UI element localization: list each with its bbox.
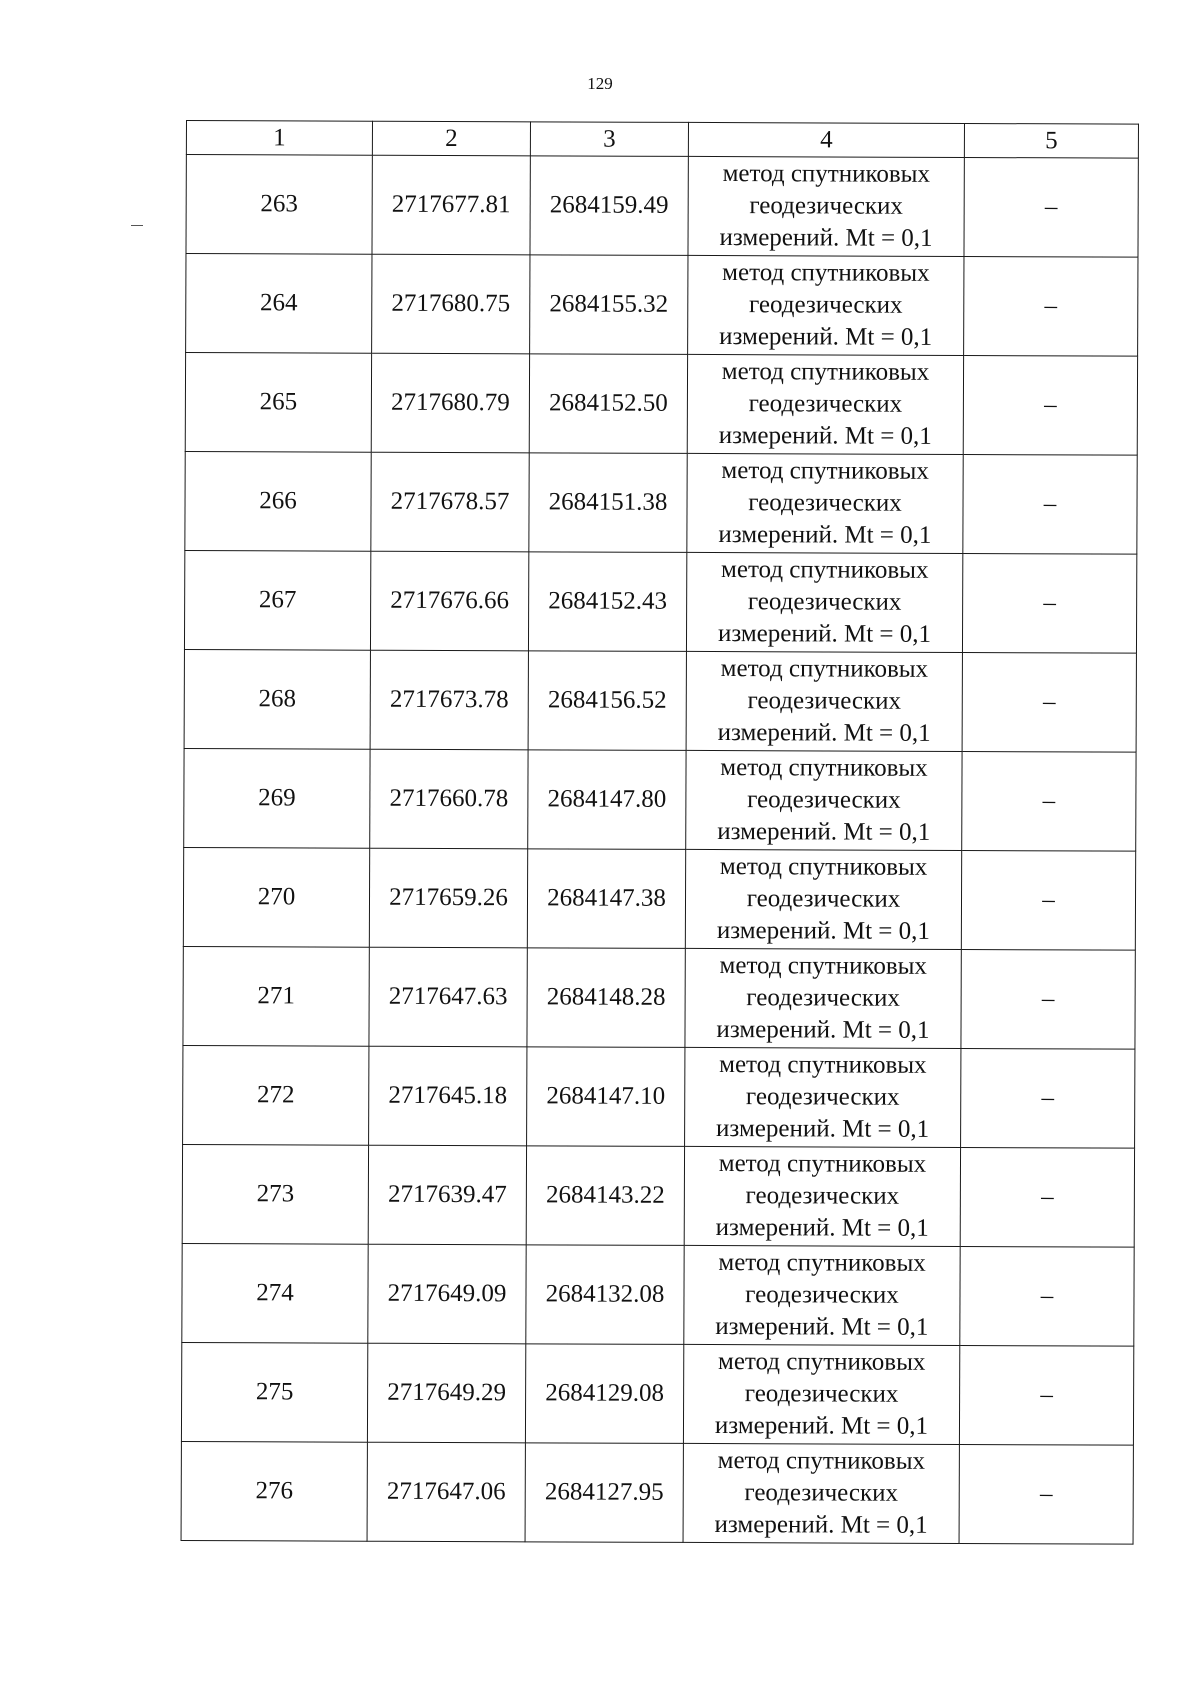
x-coordinate-cell: 2717680.75 (372, 254, 530, 354)
note-cell: – (962, 652, 1136, 752)
method-text-line: измерений. Mt = 0,1 (715, 1313, 929, 1341)
table-row (181, 1441, 1133, 1544)
point-number-cell: 268 (184, 649, 370, 749)
point-number-cell: 271 (183, 946, 369, 1046)
method-cell (685, 948, 961, 1048)
point-number-cell: 274 (182, 1243, 368, 1343)
table-row (182, 1243, 1134, 1346)
method-text-line: измерений. Mt = 0,1 (717, 620, 932, 648)
method-text-line: геодезических (748, 291, 903, 319)
method-text-line: геодезических (745, 1281, 899, 1309)
x-coordinate-cell: 2717673.78 (370, 650, 528, 750)
page-number: 129 (587, 74, 613, 93)
point-number-cell: 264 (186, 254, 372, 354)
header-cell-1: 1 (186, 121, 372, 156)
method-text-line: измерений. Mt = 0,1 (718, 521, 932, 549)
note-cell: – (961, 850, 1135, 950)
y-coordinate-cell: 2684152.50 (529, 354, 687, 454)
method-text-line: измерений. Mt = 0,1 (715, 1214, 929, 1242)
x-coordinate-cell: 2717649.29 (367, 1343, 525, 1443)
method-text-line: измерений. Mt = 0,1 (714, 1511, 928, 1539)
method-text-line: метод спутниковых (721, 457, 929, 485)
note-cell: – (959, 1444, 1133, 1544)
x-coordinate-cell: 2717676.66 (370, 551, 528, 651)
method-text-line: метод спутниковых (720, 754, 928, 782)
method-text-line: измерений. Mt = 0,1 (717, 818, 931, 846)
point-number-cell: 266 (185, 451, 371, 551)
method-text-line: геодезических (749, 192, 904, 220)
method-cell (684, 1245, 960, 1345)
point-number-cell: 273 (182, 1144, 368, 1244)
y-coordinate-cell: 2684147.10 (527, 1047, 685, 1147)
method-text-line: геодезических (746, 984, 900, 1012)
method-text-line: метод спутниковых (721, 556, 929, 584)
method-text-line: измерений. Mt = 0,1 (716, 917, 930, 945)
y-coordinate-cell: 2684152.43 (528, 552, 686, 652)
x-coordinate-cell: 2717660.78 (370, 749, 528, 849)
method-cell (687, 453, 963, 553)
method-cell (683, 1344, 959, 1444)
method-cell (688, 156, 964, 256)
method-text-line: геодезических (748, 390, 903, 418)
method-cell (687, 354, 963, 454)
header-cell-2: 2 (372, 121, 530, 156)
x-coordinate-cell: 2717639.47 (368, 1145, 526, 1245)
method-text-line: метод спутниковых (718, 1249, 926, 1277)
note-cell: – (961, 1048, 1135, 1148)
x-coordinate-cell: 2717678.57 (371, 452, 529, 552)
method-text-line: метод спутниковых (719, 1051, 927, 1079)
method-text-line: измерений. Mt = 0,1 (718, 422, 932, 450)
note-cell: – (962, 553, 1136, 653)
note-cell: – (962, 751, 1136, 851)
table-row (186, 155, 1138, 258)
method-text-line: геодезических (746, 885, 901, 913)
method-text-line: измерений. Mt = 0,1 (719, 323, 933, 351)
y-coordinate-cell: 2684156.52 (528, 651, 686, 751)
table-row (182, 1144, 1134, 1247)
method-text-line: метод спутниковых (718, 1150, 927, 1178)
x-coordinate-cell: 2717680.79 (371, 353, 529, 453)
y-coordinate-cell: 2684143.22 (526, 1146, 684, 1246)
method-text-line: геодезических (748, 489, 902, 517)
note-cell: – (964, 256, 1138, 356)
point-number-cell: 272 (183, 1045, 369, 1145)
table-row (183, 946, 1135, 1049)
method-text-line: измерений. Mt = 0,1 (714, 1412, 929, 1440)
method-text-line: метод спутниковых (722, 259, 930, 287)
method-cell (684, 1146, 960, 1246)
method-cell (685, 849, 961, 949)
table-row (185, 451, 1137, 554)
y-coordinate-cell: 2684147.38 (527, 849, 685, 949)
y-coordinate-cell: 2684159.49 (530, 156, 688, 256)
x-coordinate-cell: 2717677.81 (372, 155, 530, 255)
method-text-line: метод спутниковых (719, 853, 928, 881)
y-coordinate-cell: 2684132.08 (526, 1245, 684, 1345)
x-coordinate-cell: 2717649.09 (368, 1244, 526, 1344)
table-row (184, 550, 1136, 653)
method-cell (685, 1047, 961, 1147)
table-row (185, 353, 1137, 456)
method-text-line: геодезических (744, 1380, 899, 1408)
point-number-cell: 265 (185, 353, 371, 453)
note-cell: – (960, 1246, 1134, 1346)
method-text-line: геодезических (744, 1479, 899, 1507)
point-number-cell: 269 (184, 748, 370, 848)
margin-tick-mark (131, 225, 143, 226)
y-coordinate-cell: 2684151.38 (529, 453, 687, 553)
table-row (184, 748, 1136, 851)
table-body (181, 121, 1138, 1545)
point-number-cell: 275 (181, 1342, 367, 1442)
method-text-line: измерений. Mt = 0,1 (716, 1115, 930, 1143)
table-row (183, 847, 1135, 950)
x-coordinate-cell: 2717647.63 (369, 947, 527, 1047)
table-row (181, 1342, 1133, 1445)
note-cell: – (959, 1345, 1133, 1445)
header-cell-4: 4 (688, 122, 964, 157)
y-coordinate-cell: 2684129.08 (525, 1344, 683, 1444)
table-row (183, 1045, 1135, 1148)
point-number-cell: 263 (186, 155, 372, 255)
y-coordinate-cell: 2684127.95 (525, 1443, 683, 1543)
point-number-cell: 276 (181, 1441, 367, 1541)
method-text-line: геодезических (745, 1182, 900, 1210)
table-row (186, 254, 1138, 357)
point-number-cell: 270 (183, 847, 369, 947)
method-cell (686, 552, 962, 652)
method-text-line: метод спутниковых (717, 1348, 926, 1376)
header-cell-5: 5 (964, 123, 1138, 158)
method-text-line: метод спутниковых (717, 1447, 926, 1475)
method-text-line: измерений. Mt = 0,1 (717, 719, 931, 747)
x-coordinate-cell: 2717647.06 (367, 1442, 525, 1542)
x-coordinate-cell: 2717645.18 (369, 1046, 527, 1146)
method-text-line: геодезических (747, 786, 901, 814)
method-text-line: геодезических (747, 588, 902, 616)
method-text-line: геодезических (747, 687, 902, 715)
note-cell: – (963, 355, 1137, 455)
coordinates-table (181, 120, 1139, 1545)
method-text-line: метод спутниковых (720, 655, 929, 683)
note-cell: – (960, 1147, 1134, 1247)
method-text-line: метод спутниковых (721, 358, 930, 386)
method-cell (683, 1443, 959, 1543)
table-row (184, 649, 1136, 752)
note-cell: – (961, 949, 1135, 1049)
method-text-line: метод спутниковых (722, 160, 931, 188)
x-coordinate-cell: 2717659.26 (369, 848, 527, 948)
method-text-line: метод спутниковых (719, 952, 928, 980)
method-cell (686, 750, 962, 850)
point-number-cell: 267 (184, 550, 370, 650)
header-cell-3: 3 (530, 122, 688, 157)
y-coordinate-cell: 2684148.28 (527, 948, 685, 1048)
y-coordinate-cell: 2684155.32 (530, 255, 688, 355)
method-cell (686, 651, 962, 751)
method-cell (688, 255, 964, 355)
method-text-line: измерений. Mt = 0,1 (716, 1016, 930, 1044)
note-cell: – (964, 157, 1138, 257)
y-coordinate-cell: 2684147.80 (528, 750, 686, 850)
note-cell: – (963, 454, 1137, 554)
method-text-line: измерений. Mt = 0,1 (719, 224, 933, 252)
method-text-line: геодезических (745, 1083, 900, 1111)
header-row (186, 121, 1138, 159)
